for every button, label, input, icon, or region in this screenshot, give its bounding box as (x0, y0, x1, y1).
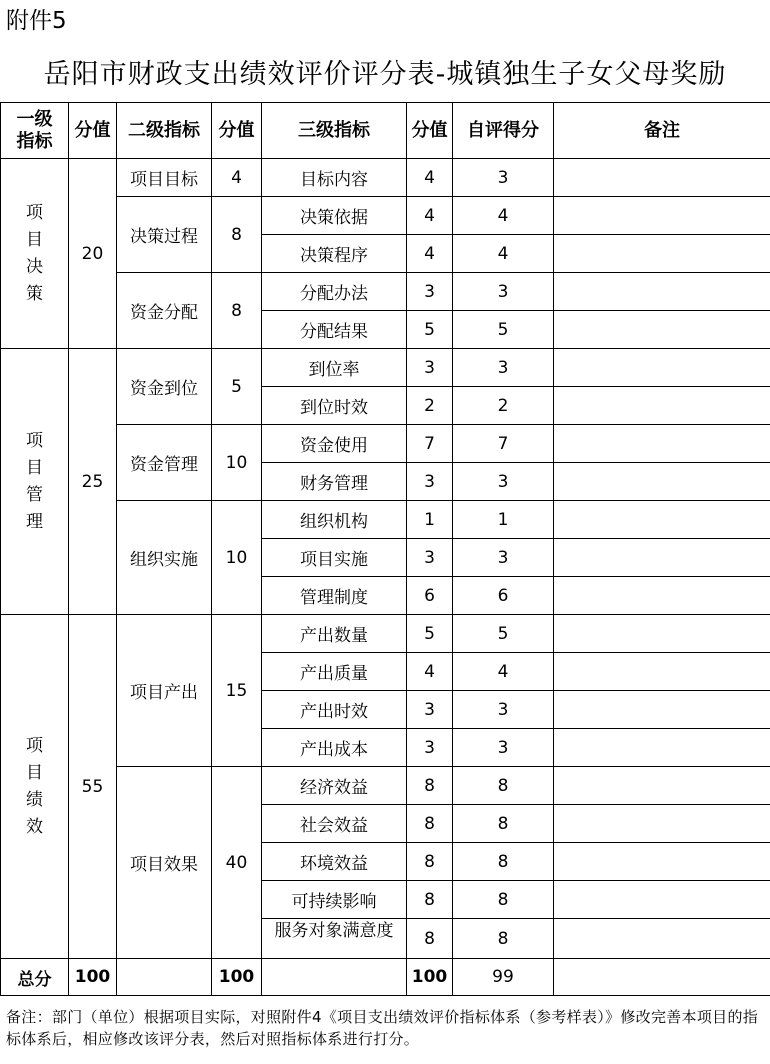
total-empty-level2 (117, 959, 212, 996)
remark-cell (554, 691, 770, 729)
footnote: 备注：部门（单位）根据项目实际，对照附件4《项目支出绩效评价指标体系（参考样表）》修改完善本项目的指标体系后，相应修改该评分表，然后对照指标体系进行打分。 (6, 1008, 759, 1048)
table-row (1, 767, 770, 805)
total-label: 总分 (1, 959, 69, 996)
level2-indicator: 项目效果 (117, 767, 212, 959)
level2-score: 4 (212, 159, 262, 197)
remark-cell (554, 501, 770, 539)
level3-score: 8 (407, 919, 453, 959)
level3-score: 3 (407, 273, 453, 311)
table-row (1, 349, 770, 387)
remark-cell (554, 425, 770, 463)
level3-indicator: 产出数量 (262, 615, 407, 653)
level2-score: 10 (212, 425, 262, 501)
level1-score: 25 (69, 349, 117, 615)
level3-score: 2 (407, 387, 453, 425)
level1-indicator (1, 349, 69, 615)
self-score: 5 (453, 311, 554, 349)
total-row (1, 959, 770, 996)
level3-score: 3 (407, 349, 453, 387)
remark-cell (554, 919, 770, 959)
level3-indicator: 经济效益 (262, 767, 407, 805)
self-score: 5 (453, 615, 554, 653)
remark-cell (554, 881, 770, 919)
self-score: 8 (453, 767, 554, 805)
level3-indicator: 到位率 (262, 349, 407, 387)
level2-indicator: 项目产出 (117, 615, 212, 767)
header-level2: 二级指标 (117, 103, 212, 159)
remark-cell (554, 273, 770, 311)
attachment-label: 附件5 (6, 8, 67, 34)
level3-score: 4 (407, 653, 453, 691)
level2-score: 8 (212, 273, 262, 349)
level3-score: 8 (407, 881, 453, 919)
self-score: 4 (453, 653, 554, 691)
self-score: 6 (453, 577, 554, 615)
header-score3: 分值 (407, 103, 453, 159)
level3-indicator: 项目实施 (262, 539, 407, 577)
level1-score: 20 (69, 159, 117, 349)
remark-cell (554, 159, 770, 197)
level3-score: 3 (407, 463, 453, 501)
level1-indicator (1, 159, 69, 349)
level3-indicator: 资金使用 (262, 425, 407, 463)
self-score: 3 (453, 159, 554, 197)
level3-score: 5 (407, 615, 453, 653)
level3-indicator: 分配办法 (262, 273, 407, 311)
total-self-score: 99 (453, 959, 554, 996)
level1-indicator (1, 615, 69, 959)
level1-indicator-label: 项目决策 (26, 202, 43, 304)
level2-score: 5 (212, 349, 262, 425)
self-score: 8 (453, 919, 554, 959)
level3-indicator: 产出时效 (262, 691, 407, 729)
remark-cell (554, 197, 770, 235)
self-score: 3 (453, 729, 554, 767)
self-score: 8 (453, 805, 554, 843)
level3-indicator: 产出成本 (262, 729, 407, 767)
level3-indicator: 社会效益 (262, 805, 407, 843)
self-score: 8 (453, 843, 554, 881)
header-level1: 一级 指标 (1, 103, 69, 159)
level3-indicator: 管理制度 (262, 577, 407, 615)
self-score: 3 (453, 691, 554, 729)
remark-cell (554, 843, 770, 881)
remark-cell (554, 653, 770, 691)
level2-indicator: 资金分配 (117, 273, 212, 349)
level2-score: 40 (212, 767, 262, 959)
remark-cell (554, 615, 770, 653)
level2-score: 8 (212, 197, 262, 273)
level3-indicator: 可持续影响 (262, 881, 407, 919)
table-row (1, 273, 770, 311)
level2-indicator: 决策过程 (117, 197, 212, 273)
header-score1: 分值 (69, 103, 117, 159)
table-row (1, 197, 770, 235)
total-score3: 100 (407, 959, 453, 996)
self-score: 3 (453, 539, 554, 577)
remark-cell (554, 577, 770, 615)
level2-score: 15 (212, 615, 262, 767)
self-score: 7 (453, 425, 554, 463)
level3-score: 4 (407, 197, 453, 235)
level3-score: 7 (407, 425, 453, 463)
header-level3: 三级指标 (262, 103, 407, 159)
self-score: 2 (453, 387, 554, 425)
table-row (1, 425, 770, 463)
remark-cell (554, 767, 770, 805)
self-score: 1 (453, 501, 554, 539)
header-score2: 分值 (212, 103, 262, 159)
level3-score: 1 (407, 501, 453, 539)
self-score: 8 (453, 881, 554, 919)
remark-cell (554, 349, 770, 387)
level3-indicator: 目标内容 (262, 159, 407, 197)
level3-score: 8 (407, 767, 453, 805)
remark-cell (554, 463, 770, 501)
total-score1: 100 (69, 959, 117, 996)
level2-score: 10 (212, 501, 262, 615)
level3-indicator: 服务对象满意度 (262, 919, 407, 959)
level3-indicator: 到位时效 (262, 387, 407, 425)
level3-score: 4 (407, 235, 453, 273)
level3-indicator: 决策程序 (262, 235, 407, 273)
level3-score: 3 (407, 691, 453, 729)
level2-indicator: 项目目标 (117, 159, 212, 197)
remark-cell (554, 311, 770, 349)
level3-indicator: 财务管理 (262, 463, 407, 501)
page-title: 岳阳市财政支出绩效评价评分表-城镇独生子女父母奖励 (43, 59, 727, 90)
level3-indicator: 决策依据 (262, 197, 407, 235)
self-score: 4 (453, 197, 554, 235)
level3-indicator: 组织机构 (262, 501, 407, 539)
self-score: 3 (453, 349, 554, 387)
self-score: 4 (453, 235, 554, 273)
remark-cell (554, 235, 770, 273)
total-empty-level3 (262, 959, 407, 996)
total-score2: 100 (212, 959, 262, 996)
level3-score: 3 (407, 729, 453, 767)
level1-score: 55 (69, 615, 117, 959)
self-score: 3 (453, 463, 554, 501)
level3-indicator: 环境效益 (262, 843, 407, 881)
level3-score: 6 (407, 577, 453, 615)
level3-indicator: 产出质量 (262, 653, 407, 691)
total-remark (554, 959, 770, 996)
level1-indicator-label: 项目绩效 (26, 735, 43, 837)
table-row (1, 501, 770, 539)
header-row (1, 103, 770, 159)
level3-score: 8 (407, 843, 453, 881)
remark-cell (554, 729, 770, 767)
level2-indicator: 组织实施 (117, 501, 212, 615)
level3-indicator: 分配结果 (262, 311, 407, 349)
header-remark: 备注 (554, 103, 770, 159)
level2-indicator: 资金管理 (117, 425, 212, 501)
level3-score: 8 (407, 805, 453, 843)
header-self-score: 自评得分 (453, 103, 554, 159)
level3-score: 5 (407, 311, 453, 349)
level1-indicator-label: 项目管理 (26, 430, 43, 532)
remark-cell (554, 387, 770, 425)
table-row (1, 615, 770, 653)
level2-indicator: 资金到位 (117, 349, 212, 425)
score-table (0, 102, 770, 996)
table-row (1, 159, 770, 197)
level3-score: 3 (407, 539, 453, 577)
remark-cell (554, 539, 770, 577)
remark-cell (554, 805, 770, 843)
level3-score: 4 (407, 159, 453, 197)
self-score: 3 (453, 273, 554, 311)
